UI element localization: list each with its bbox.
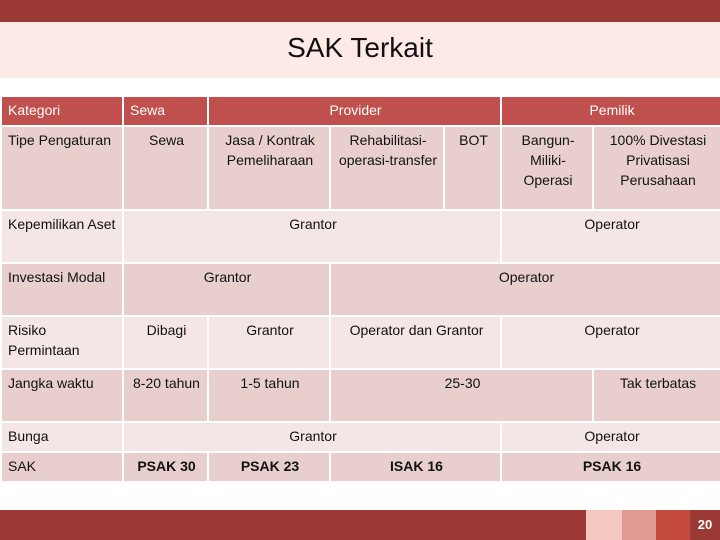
row-label: Kepemilikan Aset [1, 210, 123, 263]
table-row [1, 369, 720, 422]
table-cell: 1-5 tahun [208, 369, 330, 422]
table-cell: Bangun-Miliki-Operasi [501, 126, 593, 210]
table-cell: Grantor [208, 316, 330, 369]
table-cell: BOT [444, 126, 501, 210]
decor-square [622, 510, 656, 540]
row-label: Bunga [1, 422, 123, 452]
table-cell: Operator [501, 422, 720, 452]
table-cell: Operator [330, 263, 720, 316]
table-row [1, 316, 720, 369]
table-cell: Grantor [123, 263, 330, 316]
table-cell: 8-20 tahun [123, 369, 208, 422]
table-cell: Grantor [123, 422, 501, 452]
row-label: SAK [1, 452, 123, 482]
table-cell: PSAK 16 [501, 452, 720, 482]
table-cell: Grantor [123, 210, 501, 263]
sak-table [0, 95, 720, 483]
table-cell: Sewa [123, 126, 208, 210]
table-cell: PSAK 30 [123, 452, 208, 482]
row-label: Risiko Permintaan [1, 316, 123, 369]
header-pemilik: Pemilik [501, 96, 720, 126]
table-cell: 25-30 [330, 369, 593, 422]
decor-square [586, 510, 622, 540]
row-label: Jangka waktu [1, 369, 123, 422]
table-cell: Operator dan Grantor [330, 316, 501, 369]
table-row [1, 263, 720, 316]
row-label: Investasi Modal [1, 263, 123, 316]
top-bar [0, 0, 720, 22]
page-number: 20 [697, 517, 713, 532]
header-kategori: Kategori [1, 96, 123, 126]
table-cell: Dibagi [123, 316, 208, 369]
header-row [1, 96, 720, 126]
table-cell: Tak terbatas [593, 369, 720, 422]
slide-title: SAK Terkait [287, 32, 433, 63]
table-row [1, 126, 720, 210]
table-row [1, 210, 720, 263]
table-cell: Operator [501, 210, 720, 263]
header-sewa: Sewa [123, 96, 208, 126]
table-row [1, 422, 720, 452]
table-cell: PSAK 23 [208, 452, 330, 482]
table-cell: Rehabilitasi-operasi-transfer [330, 126, 444, 210]
table-cell: Jasa / Kontrak Pemeliharaan [208, 126, 330, 210]
table-cell: ISAK 16 [330, 452, 501, 482]
row-label: Tipe Pengaturan [1, 126, 123, 210]
table-cell: 100% Divestasi Privatisasi Perusahaan [593, 126, 720, 210]
decor-square [656, 510, 690, 540]
table-row [1, 452, 720, 482]
header-provider: Provider [208, 96, 501, 126]
table-cell: Operator [501, 316, 720, 369]
